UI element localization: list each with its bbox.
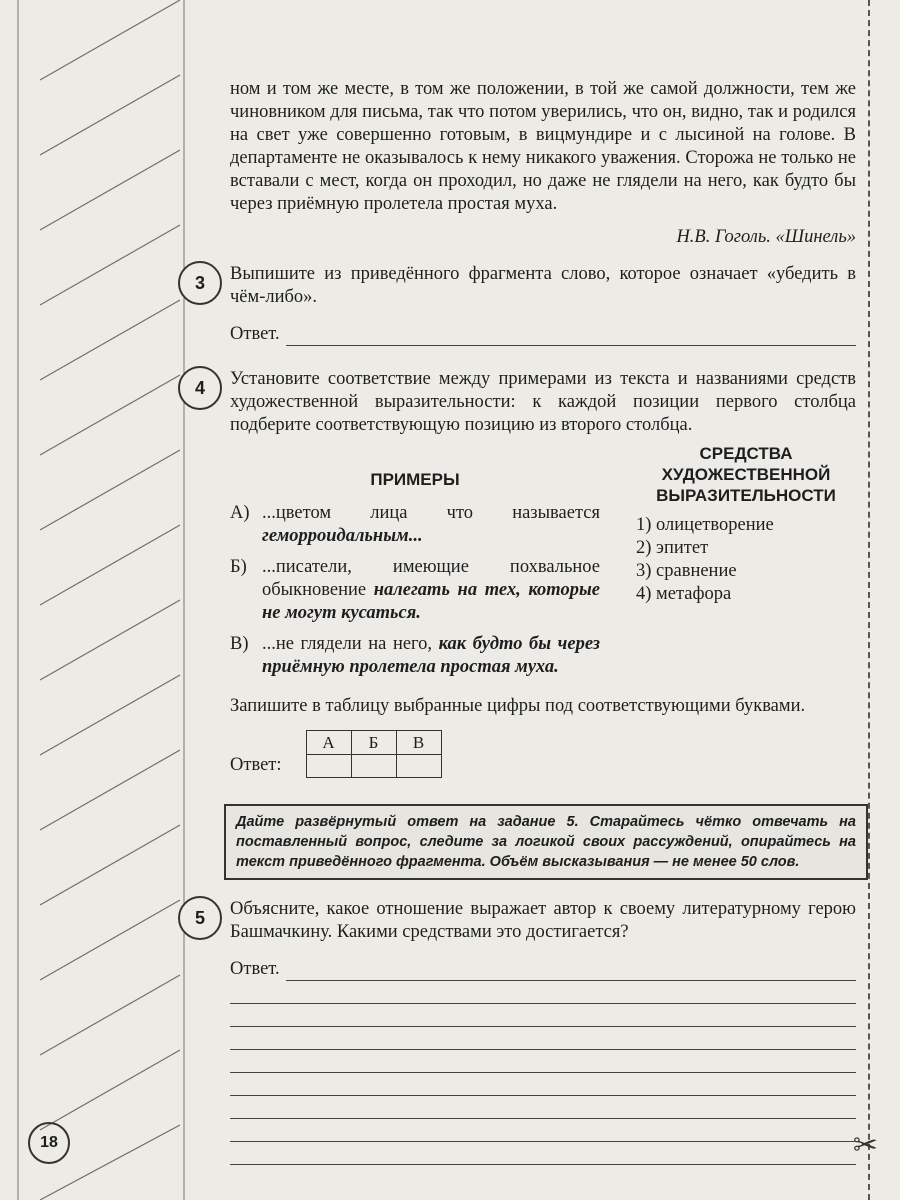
example-emphasis: геморроидальным... (262, 526, 423, 546)
example-text (262, 556, 600, 625)
task-number: 3 (178, 261, 222, 305)
task-3 (194, 263, 856, 346)
scissors-icon: ✂ (852, 1128, 878, 1163)
answer-rule[interactable] (230, 981, 856, 1004)
answer-table-header: Б (351, 731, 396, 755)
examples-column (230, 443, 600, 687)
task-5 (194, 898, 856, 1165)
answer-table-header: В (396, 731, 441, 755)
example-item (230, 556, 600, 625)
cut-line (868, 0, 870, 1200)
device-option: 2) эпитет (636, 538, 709, 558)
devices-header: СРЕДСТВА ХУДОЖЕСТВЕННОЙ ВЫРАЗИТЕЛЬНОСТИ (656, 444, 836, 505)
answer-rule[interactable] (230, 1073, 856, 1096)
task-3-text: Выпишите из приведённого фрагмента слово, которое означает «убедить в чём-либо». (230, 264, 856, 307)
page-number: 18 (28, 1122, 70, 1164)
answer-label: Ответ. (230, 324, 280, 344)
example-item (230, 633, 600, 679)
passage-author: Н.В. Гоголь. «Шинель» (676, 227, 856, 247)
answer-rule[interactable] (230, 1027, 856, 1050)
answer-rule[interactable] (230, 1096, 856, 1119)
example-item (230, 502, 600, 548)
devices-column (600, 443, 856, 687)
answer-rule[interactable] (286, 964, 856, 981)
instruction-box: Дайте развёрнутый ответ на задание 5. Старайтесь чётко отвечать на поставленный вопрос, следите за логикой своих рассуждений, опирайтесь на текст приведённого фрагмента. Объём высказывания — не менее 50 слов. (224, 804, 868, 880)
example-emphasis: как будто бы через приёмную пролетела простая муха. (262, 634, 601, 677)
answer-table (306, 730, 442, 778)
answer-table-header: А (306, 731, 351, 755)
task-4 (194, 368, 856, 778)
task-5-text: Объясните, какое отношение выражает автор к своему литературному герою Башмачкину. Какими средствами это достигается? (230, 899, 856, 942)
answer-rule[interactable] (230, 1050, 856, 1073)
example-emphasis: налегать на тех, которые не могут кусаться. (262, 580, 600, 623)
answer-label: Ответ: (230, 754, 282, 775)
answer-rule[interactable] (230, 1004, 856, 1027)
device-option: 4) метафора (636, 584, 732, 604)
device-option: 3) сравнение (636, 561, 737, 581)
matching-table (230, 443, 856, 687)
example-letter: Б) (230, 557, 247, 577)
device-option: 1) олицетворение (636, 515, 774, 535)
passage-text: ном и том же месте, в том же положении, в той же самой должности, тем же чиновником для письма, так что потом уверились, что он, видно, так и родился на свет уже совершенно готовым, в вицмундире и с лысиной на голове. В департаменте не оказывалось к нему никакого уважения. Сторожа не только не вставали с мест, когда он проходил, но даже не глядели на него, как будто бы через приёмную пролетела простая муха. (230, 79, 856, 214)
example-plain: ...не глядели на него, (262, 634, 439, 654)
answer-rule[interactable] (286, 329, 856, 346)
answer-cell[interactable] (396, 755, 441, 778)
task-5-answer[interactable] (230, 958, 856, 981)
task-number: 4 (178, 366, 222, 410)
example-text (262, 502, 600, 548)
task-number: 5 (178, 896, 222, 940)
answer-lines (230, 981, 856, 1165)
table-instruction: Запишите в таблицу выбранные цифры под соответствующими буквами. (230, 696, 806, 716)
answer-label: Ответ. (230, 959, 280, 979)
task-4-answer (230, 730, 856, 778)
answer-cell[interactable] (351, 755, 396, 778)
task-3-answer[interactable] (230, 323, 856, 346)
examples-header: ПРИМЕРЫ (370, 470, 460, 489)
answer-rule[interactable] (230, 1142, 856, 1165)
answer-rule[interactable] (230, 1119, 856, 1142)
example-letter: А) (230, 503, 250, 523)
task-4-text: Установите соответствие между примерами из текста и названиями средств художественной выразительности: к каждой позиции первого столбца подберите соответствующую позицию из второго столбца. (230, 369, 856, 435)
example-text (262, 633, 600, 679)
example-plain: ...писатели, имеющие похвальное обыкновение (262, 557, 600, 600)
page-content (194, 78, 856, 1165)
example-plain: ...цветом лица что называется (262, 503, 600, 523)
answer-cell[interactable] (306, 755, 351, 778)
example-letter: В) (230, 634, 249, 654)
